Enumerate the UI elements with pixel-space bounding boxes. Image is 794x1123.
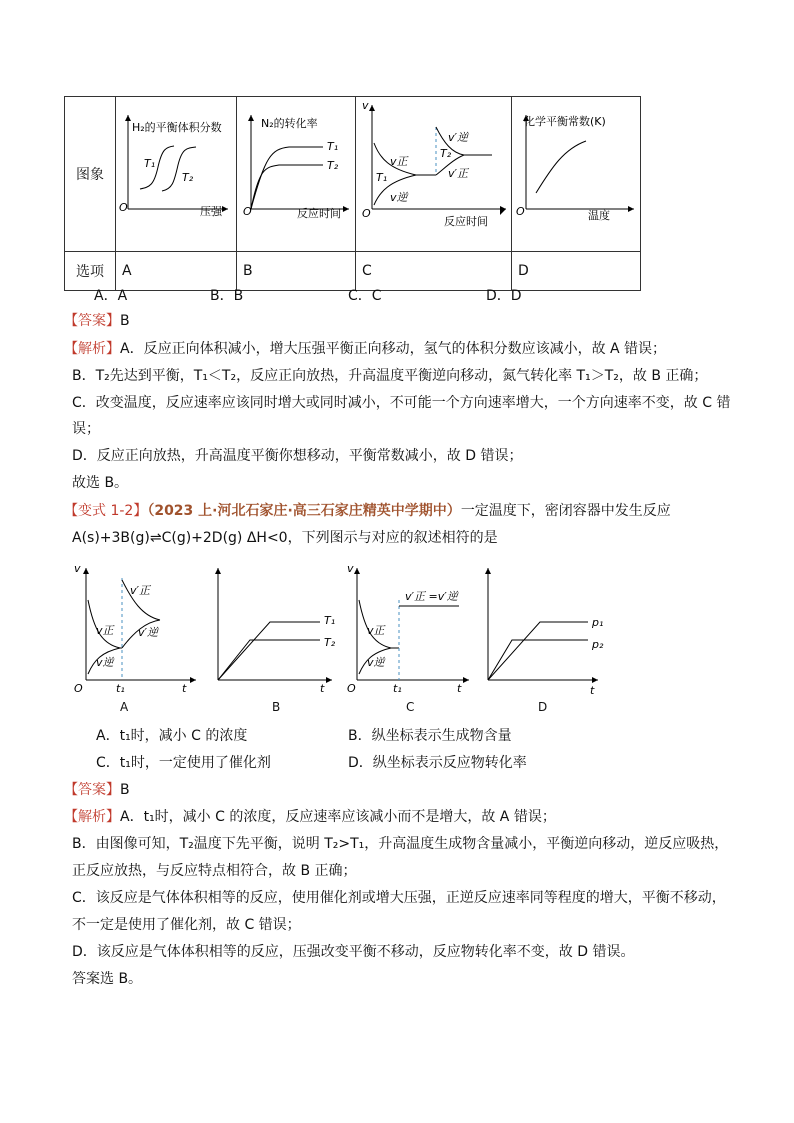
graph-c-cell bbox=[356, 97, 512, 252]
analysis-2-line2: B．由图像可知，T₂温度下先平衡，说明 T₂>T₁，升高温度生成物含量减小，平衡逆向移动，逆反应吸热， bbox=[72, 836, 729, 852]
analysis-1-line4: 误； bbox=[72, 421, 100, 437]
variant-header: 【变式 1-2】（2023 上·河北石家庄·高三石家庄精英中学期中）一定温度下，密闭容器中发生反应 bbox=[64, 503, 671, 519]
fig2-c-ylabel: v bbox=[347, 562, 354, 575]
fig2-a-vfwd: v正 bbox=[96, 624, 114, 637]
graph-d-cell bbox=[512, 97, 641, 252]
graph-a-origin: O bbox=[119, 201, 128, 214]
graph-b-t1: T₁ bbox=[327, 140, 339, 153]
fig2-a-vfwd2: v′正 bbox=[130, 584, 151, 597]
graph-a-cell bbox=[116, 97, 237, 252]
analysis-2-line3: 正反应放热，与反应特点相符合，故 B 正确； bbox=[72, 863, 357, 879]
fig2-d-p2: p₂ bbox=[592, 638, 604, 651]
fig2-caption-b: B bbox=[272, 700, 281, 714]
graph-c-vrev: v逆 bbox=[390, 191, 408, 204]
row-label-option: 选项 bbox=[65, 252, 116, 291]
graph-c-vrev2: v′逆 bbox=[448, 131, 469, 144]
answer-1: 【答案】B bbox=[64, 313, 130, 329]
fig2-b bbox=[210, 560, 340, 695]
fig2-c-origin: O bbox=[347, 682, 356, 695]
q2-choice-d: D．纵坐标表示反应物转化率 bbox=[348, 755, 527, 771]
fig2-a-vrev2: v′逆 bbox=[138, 626, 159, 639]
answer-2: 【答案】B bbox=[64, 782, 130, 798]
graph-d bbox=[512, 97, 640, 247]
fig2-a-vrev: v逆 bbox=[96, 656, 114, 669]
option-a: A bbox=[116, 252, 237, 291]
q2-choice-c: C．t₁时，一定使用了催化剂 bbox=[96, 755, 271, 771]
fig2-a-t1: t₁ bbox=[116, 682, 125, 695]
graph-d-origin: O bbox=[516, 205, 525, 218]
analysis-2-line1: 【解析】A．t₁时，减小 C 的浓度，反应速率应该减小而不是增大，故 A 错误； bbox=[64, 809, 556, 825]
options-table bbox=[64, 96, 641, 291]
graph-d-ylabel: 化学平衡常数(K) bbox=[524, 115, 606, 128]
fig2-caption-a: A bbox=[120, 700, 129, 714]
graph-c-ylabel: v bbox=[362, 99, 369, 112]
q2-choice-b: B．纵坐标表示生成物含量 bbox=[348, 728, 512, 744]
row-label-graph: 图象 bbox=[65, 97, 116, 252]
fig2-c-xlabel: t bbox=[457, 682, 462, 695]
graph-a-t1: T₁ bbox=[144, 157, 156, 170]
analysis-1-line3: C．改变温度，反应速率应该同时增大或同时减小，不可能一个方向速率增大，一个方向速率不变，故 C 错 bbox=[72, 395, 731, 411]
fig2-a-ylabel: v bbox=[74, 562, 81, 575]
fig2-d-xlabel: t bbox=[590, 684, 595, 695]
fig2-caption-d: D bbox=[538, 700, 548, 714]
graph-c-xlabel: 反应时间 bbox=[444, 215, 488, 228]
option-b: B bbox=[237, 252, 356, 291]
graph-c-origin: O bbox=[362, 207, 371, 220]
fig2-b-t1: T₁ bbox=[324, 614, 336, 627]
analysis-1-line2: B．T₂先达到平衡，T₁＜T₂，反应正向放热，升高温度平衡逆向移动，氮气转化率 T₁＞T₂，故 B 正确； bbox=[72, 368, 708, 384]
analysis-2-line5: 不一定是使用了催化剂，故 C 错误； bbox=[72, 917, 301, 933]
analysis-2-line4: C．该反应是气体体积相等的反应，使用催化剂或增大压强，正逆反应速率同等程度的增大，平衡不移动， bbox=[72, 890, 726, 906]
analysis-1-line1: 【解析】A．反应正向体积减小，增大压强平衡正向移动，氢气的体积分数应该减小，故 A 错误； bbox=[64, 341, 667, 357]
analysis-1-line5: D．反应正向放热，升高温度平衡你想移动，平衡常数减小，故 D 错误； bbox=[72, 448, 523, 464]
graph-c-t1: T₁ bbox=[376, 171, 388, 184]
graph-b-t2: T₂ bbox=[327, 159, 339, 172]
fig2-b-xlabel: t bbox=[320, 682, 325, 695]
q1-choice-d: D．D bbox=[486, 288, 522, 304]
q1-choice-c: C．C bbox=[348, 288, 382, 304]
analysis-2-line7: 答案选 B。 bbox=[72, 971, 143, 987]
fig2-a-xlabel: t bbox=[182, 682, 187, 695]
graph-d-xlabel: 温度 bbox=[588, 209, 610, 222]
graph-b-cell bbox=[237, 97, 356, 252]
q1-choice-a: A．A bbox=[94, 288, 128, 304]
q2-choice-a: A．t₁时，减小 C 的浓度 bbox=[96, 728, 248, 744]
graph-a-xlabel: 压强 bbox=[200, 205, 222, 218]
fig2-a bbox=[70, 560, 200, 695]
graph-a-t2: T₂ bbox=[182, 171, 194, 184]
fig2-d bbox=[480, 560, 610, 695]
option-d: D bbox=[512, 252, 641, 291]
graph-b-ylabel: N₂的转化率 bbox=[261, 117, 318, 130]
fig2-caption-c: C bbox=[406, 700, 415, 714]
graph-b bbox=[237, 97, 355, 247]
fig2-c-vrev: v逆 bbox=[367, 656, 385, 669]
variant-stem: A(s)+3B(g)⇌C(g)+2D(g) ΔH<0，下列图示与对应的叙述相符的是 bbox=[72, 530, 498, 546]
fig2-d-p1: p₁ bbox=[592, 616, 604, 629]
analysis-2-line6: D．该反应是气体体积相等的反应，压强改变平衡不移动，反应物转化率不变，故 D 错误。 bbox=[72, 944, 635, 960]
fig2-a-origin: O bbox=[74, 682, 83, 695]
q1-choice-b: B．B bbox=[210, 288, 244, 304]
fig2-c bbox=[345, 560, 475, 695]
graph-a bbox=[116, 97, 236, 247]
graph-c-vfwd2: v′正 bbox=[448, 167, 469, 180]
analysis-1-line6: 故选 B。 bbox=[72, 475, 129, 491]
fig2-b-t2: T₂ bbox=[324, 636, 336, 649]
graph-b-xlabel: 反应时间 bbox=[297, 207, 341, 220]
graph-b-origin: O bbox=[243, 205, 252, 218]
fig2-c-eq: v′正 =v′逆 bbox=[405, 590, 458, 603]
option-c: C bbox=[356, 252, 512, 291]
fig2-c-vfwd: v正 bbox=[367, 624, 385, 637]
graph-a-ylabel: H₂的平衡体积分数 bbox=[132, 121, 222, 134]
graph-c-vfwd: v正 bbox=[390, 155, 408, 168]
fig2-c-t1: t₁ bbox=[393, 682, 402, 695]
graph-c-t2: T₂ bbox=[440, 147, 452, 160]
graph-c bbox=[356, 97, 511, 247]
